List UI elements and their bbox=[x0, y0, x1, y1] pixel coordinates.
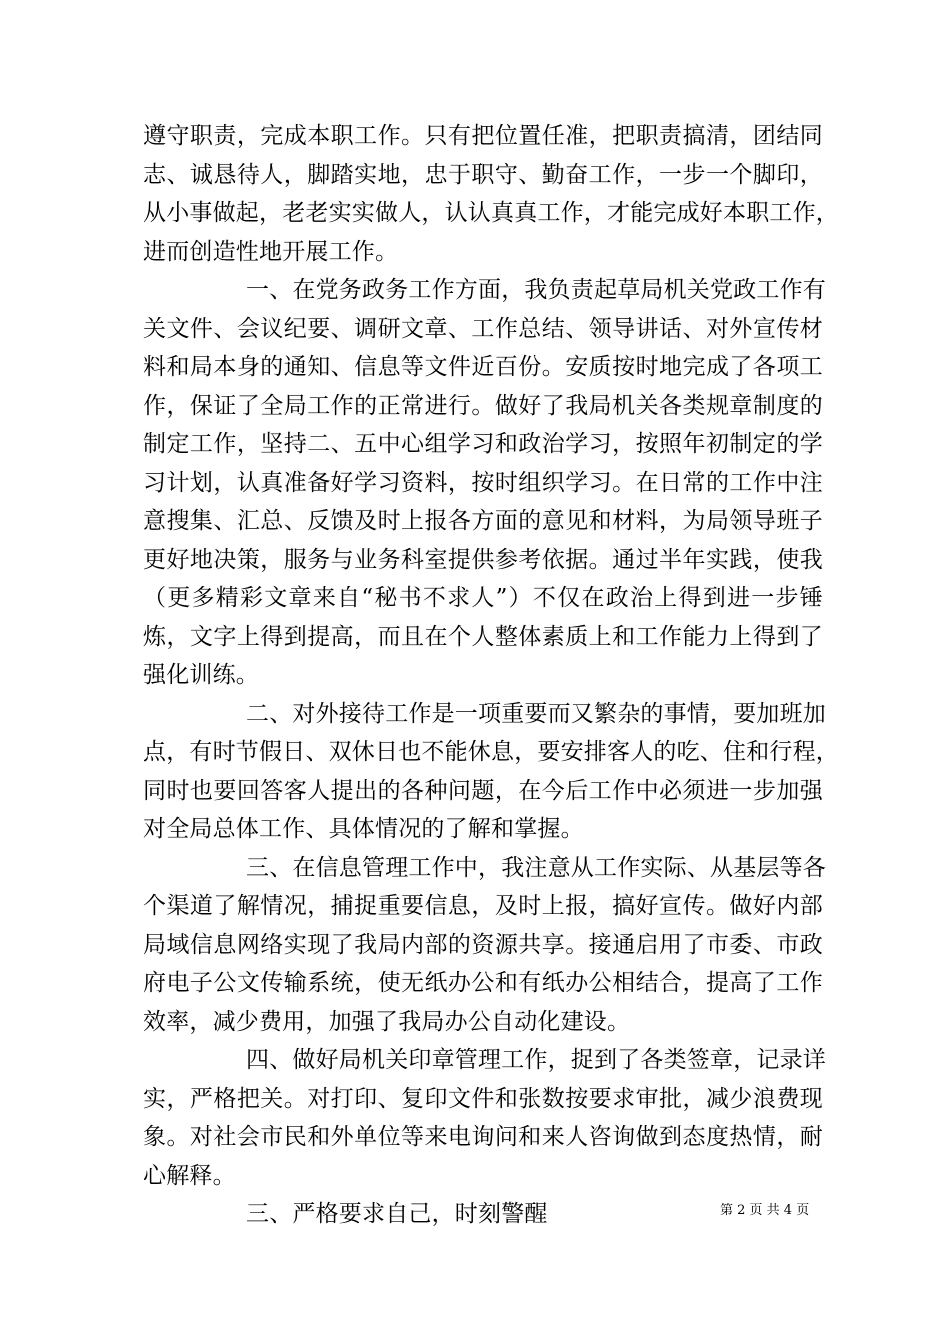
text-line: 料和局本身的通知、信息等文件近百份。安质按时地完成了各项工 bbox=[143, 354, 823, 380]
text-line: 府电子公文传输系统，使无纸办公和有纸办公相结合，提高了工作 bbox=[143, 970, 823, 996]
text-line: 象。对社会市民和外单位等来电询问和来人咨询做到态度热情，耐 bbox=[143, 1124, 823, 1150]
text-line: 志、诚恳待人，脚踏实地，忠于职守、勤奋工作，一步一个脚印， bbox=[143, 161, 823, 188]
text-line: 关文件、会议纪要、调研文章、工作总结、领导讲话、对外宣传材 bbox=[143, 315, 823, 342]
section-heading-line: 三、严格要求自己，时刻警醒 bbox=[246, 1201, 548, 1227]
document-body bbox=[143, 117, 839, 1234]
text-line: 作，保证了全局工作的正常进行。做好了我局机关各类规章制度的 bbox=[143, 392, 823, 419]
text-line: 遵守职责，完成本职工作。只有把位置任准，把职责搞清，团结同 bbox=[143, 123, 823, 149]
text-line: 局域信息网络实现了我局内部的资源共享。接通启用了市委、市政 bbox=[143, 931, 823, 958]
text-line: 对全局总体工作、具体情况的了解和掌握。 bbox=[143, 816, 584, 842]
text-line: 进而创造性地开展工作。 bbox=[143, 238, 399, 265]
text-line: 从小事做起，老老实实做人，认认真真工作，才能完成好本职工作， bbox=[143, 200, 839, 226]
text-line: 制定工作，坚持二、五中心组学习和政治学习，按照年初制定的学 bbox=[143, 431, 823, 457]
text-line: 炼，文字上得到提高，而且在个人整体素质上和工作能力上得到了 bbox=[143, 623, 823, 650]
text-line: 更好地决策，服务与业务科室提供参考依据。通过半年实践，使我 bbox=[143, 546, 823, 573]
paragraph-start-line: 一、在党务政务工作方面，我负责起草局机关党政工作有 bbox=[246, 277, 826, 303]
text-line: （更多精彩文章来自“秘书不求人”）不仅在政治上得到进一步锤 bbox=[143, 585, 823, 611]
text-line: 强化训练。 bbox=[143, 662, 259, 688]
text-line: 心解释。 bbox=[143, 1162, 236, 1189]
text-line: 意搜集、汇总、反馈及时上报各方面的意见和材料，为局领导班子 bbox=[143, 508, 823, 534]
page-number-footer: 第 2 页 共 4 页 bbox=[720, 1203, 810, 1218]
paragraph-start-line: 四、做好局机关印章管理工作，捉到了各类签章，记录详 bbox=[246, 1047, 826, 1073]
text-line: 习计划，认真准备好学习资料，按时组织学习。在日常的工作中注 bbox=[143, 469, 823, 496]
paragraph-start-line: 三、在信息管理工作中，我注意从工作实际、从基层等各 bbox=[246, 854, 826, 881]
text-line: 个渠道了解情况，捕捉重要信息，及时上报，搞好宣传。做好内部 bbox=[143, 893, 823, 919]
text-line: 实，严格把关。对打印、复印文件和张数按要求审批，减少浪费现 bbox=[143, 1085, 823, 1112]
text-line: 点，有时节假日、双休日也不能休息，要安排客人的吃、住和行程， bbox=[143, 739, 839, 765]
text-line: 同时也要回答客人提出的各种问题，在今后工作中必须进一步加强 bbox=[143, 777, 823, 804]
text-line: 效率，减少费用，加强了我局办公自动化建设。 bbox=[143, 1008, 631, 1035]
paragraph-start-line: 二、对外接待工作是一项重要而又繁杂的事情，要加班加 bbox=[246, 700, 826, 727]
